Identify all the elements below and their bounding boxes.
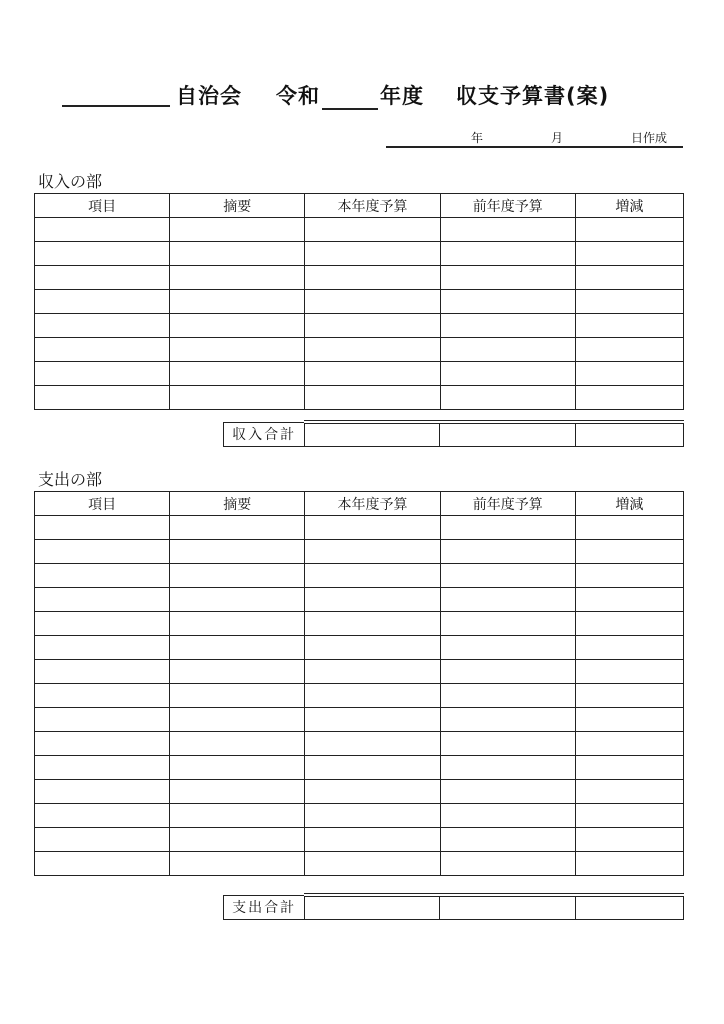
date-year-label: 年	[471, 131, 484, 145]
current-budget-cell[interactable]	[305, 314, 440, 338]
expense-total-difference[interactable]	[575, 895, 683, 920]
income-table-row	[35, 290, 684, 314]
column-header-description: 摘要	[170, 492, 305, 516]
expense-table-row	[35, 564, 684, 588]
current-budget-cell[interactable]	[305, 338, 440, 362]
doc-title: 収支予算書(案)	[456, 84, 610, 108]
difference-cell[interactable]	[575, 290, 683, 314]
previous-budget-cell[interactable]	[440, 732, 575, 756]
item-cell[interactable]	[35, 314, 170, 338]
expense-rows	[35, 516, 684, 876]
description-cell[interactable]	[170, 266, 305, 290]
current-budget-cell[interactable]	[305, 804, 440, 828]
previous-budget-cell[interactable]	[440, 516, 575, 540]
description-cell[interactable]	[170, 516, 305, 540]
expense-total-row	[224, 895, 684, 920]
item-cell[interactable]	[35, 660, 170, 684]
current-budget-cell[interactable]	[305, 588, 440, 612]
fiscal-year-field[interactable]	[322, 82, 378, 110]
current-budget-cell[interactable]	[305, 218, 440, 242]
expense-table-row	[35, 780, 684, 804]
previous-budget-cell[interactable]	[440, 660, 575, 684]
difference-cell[interactable]	[575, 564, 683, 588]
column-header-item: 項目	[35, 492, 170, 516]
income-total-current[interactable]	[305, 422, 440, 447]
current-budget-cell[interactable]	[305, 290, 440, 314]
description-cell[interactable]	[170, 684, 305, 708]
item-cell[interactable]	[35, 588, 170, 612]
expense-table-row	[35, 684, 684, 708]
current-budget-cell[interactable]	[305, 612, 440, 636]
item-cell[interactable]	[35, 362, 170, 386]
expense-total-current[interactable]	[305, 895, 440, 920]
previous-budget-cell[interactable]	[440, 218, 575, 242]
description-cell[interactable]	[170, 290, 305, 314]
previous-budget-cell[interactable]	[440, 708, 575, 732]
difference-cell[interactable]	[575, 852, 683, 876]
income-section-label: 収入の部	[38, 172, 103, 191]
document-title	[62, 80, 609, 110]
income-table-row	[35, 266, 684, 290]
column-header-difference: 増減	[575, 194, 683, 218]
previous-budget-cell[interactable]	[440, 780, 575, 804]
description-cell[interactable]	[170, 540, 305, 564]
description-cell[interactable]	[170, 386, 305, 410]
difference-cell[interactable]	[575, 266, 683, 290]
column-header-item: 項目	[35, 194, 170, 218]
expense-total-previous[interactable]	[440, 895, 575, 920]
description-cell[interactable]	[170, 708, 305, 732]
previous-budget-cell[interactable]	[440, 362, 575, 386]
expense-table-row	[35, 540, 684, 564]
previous-budget-cell[interactable]	[440, 338, 575, 362]
era-label: 令和	[276, 84, 320, 108]
difference-cell[interactable]	[575, 708, 683, 732]
income-table-row	[35, 218, 684, 242]
difference-cell[interactable]	[575, 314, 683, 338]
description-cell[interactable]	[170, 218, 305, 242]
column-header-description: 摘要	[170, 194, 305, 218]
difference-cell[interactable]	[575, 684, 683, 708]
difference-cell[interactable]	[575, 218, 683, 242]
previous-budget-cell[interactable]	[440, 684, 575, 708]
year-suffix: 年度	[380, 84, 424, 108]
item-cell[interactable]	[35, 708, 170, 732]
previous-budget-cell[interactable]	[440, 852, 575, 876]
difference-cell[interactable]	[575, 756, 683, 780]
item-cell[interactable]	[35, 266, 170, 290]
column-header-difference: 増減	[575, 492, 683, 516]
description-cell[interactable]	[170, 636, 305, 660]
previous-budget-cell[interactable]	[440, 314, 575, 338]
description-cell[interactable]	[170, 852, 305, 876]
description-cell[interactable]	[170, 362, 305, 386]
item-cell[interactable]	[35, 732, 170, 756]
previous-budget-cell[interactable]	[440, 804, 575, 828]
income-table-row	[35, 338, 684, 362]
item-cell[interactable]	[35, 290, 170, 314]
current-budget-cell[interactable]	[305, 540, 440, 564]
item-cell[interactable]	[35, 804, 170, 828]
previous-budget-cell[interactable]	[440, 386, 575, 410]
expense-table-row	[35, 612, 684, 636]
expense-table-row	[35, 828, 684, 852]
expense-section-label: 支出の部	[38, 470, 103, 489]
description-cell[interactable]	[170, 828, 305, 852]
current-budget-cell[interactable]	[305, 828, 440, 852]
item-cell[interactable]	[35, 828, 170, 852]
item-cell[interactable]	[35, 516, 170, 540]
description-cell[interactable]	[170, 756, 305, 780]
previous-budget-cell[interactable]	[440, 540, 575, 564]
item-cell[interactable]	[35, 540, 170, 564]
current-budget-cell[interactable]	[305, 636, 440, 660]
current-budget-cell[interactable]	[305, 684, 440, 708]
current-budget-cell[interactable]	[305, 732, 440, 756]
org-suffix: 自治会	[176, 84, 242, 108]
description-cell[interactable]	[170, 588, 305, 612]
expense-table-row	[35, 636, 684, 660]
column-header-previous-budget: 前年度予算	[440, 194, 575, 218]
date-month-label: 月	[551, 131, 564, 145]
current-budget-cell[interactable]	[305, 362, 440, 386]
income-total-label: 収入合計	[224, 422, 305, 447]
previous-budget-cell[interactable]	[440, 756, 575, 780]
expense-table-row	[35, 588, 684, 612]
item-cell[interactable]	[35, 684, 170, 708]
difference-cell[interactable]	[575, 386, 683, 410]
expense-table	[34, 491, 684, 876]
income-table-row	[35, 386, 684, 410]
income-header-row	[35, 194, 684, 218]
description-cell[interactable]	[170, 660, 305, 684]
income-total-table	[223, 420, 684, 447]
difference-cell[interactable]	[575, 780, 683, 804]
difference-cell[interactable]	[575, 540, 683, 564]
column-header-current-budget: 本年度予算	[305, 492, 440, 516]
difference-cell[interactable]	[575, 588, 683, 612]
column-header-current-budget: 本年度予算	[305, 194, 440, 218]
difference-cell[interactable]	[575, 242, 683, 266]
income-total-difference[interactable]	[575, 422, 683, 447]
item-cell[interactable]	[35, 564, 170, 588]
income-total-previous[interactable]	[440, 422, 575, 447]
current-budget-cell[interactable]	[305, 564, 440, 588]
current-budget-cell[interactable]	[305, 386, 440, 410]
previous-budget-cell[interactable]	[440, 828, 575, 852]
income-table-row	[35, 242, 684, 266]
current-budget-cell[interactable]	[305, 708, 440, 732]
current-budget-cell[interactable]	[305, 852, 440, 876]
difference-cell[interactable]	[575, 804, 683, 828]
item-cell[interactable]	[35, 636, 170, 660]
description-cell[interactable]	[170, 732, 305, 756]
expense-total-label: 支出合計	[224, 895, 305, 920]
description-cell[interactable]	[170, 242, 305, 266]
description-cell[interactable]	[170, 780, 305, 804]
previous-budget-cell[interactable]	[440, 242, 575, 266]
income-table	[34, 193, 684, 410]
description-cell[interactable]	[170, 804, 305, 828]
current-budget-cell[interactable]	[305, 266, 440, 290]
item-cell[interactable]	[35, 780, 170, 804]
difference-cell[interactable]	[575, 636, 683, 660]
expense-total-table	[223, 893, 684, 920]
item-cell[interactable]	[35, 218, 170, 242]
description-cell[interactable]	[170, 338, 305, 362]
difference-cell[interactable]	[575, 828, 683, 852]
date-day-created-label: 日作成	[631, 131, 668, 145]
expense-table-row	[35, 708, 684, 732]
previous-budget-cell[interactable]	[440, 612, 575, 636]
expense-table-row	[35, 732, 684, 756]
difference-cell[interactable]	[575, 338, 683, 362]
description-cell[interactable]	[170, 564, 305, 588]
current-budget-cell[interactable]	[305, 242, 440, 266]
previous-budget-cell[interactable]	[440, 266, 575, 290]
item-cell[interactable]	[35, 612, 170, 636]
organization-name-field[interactable]	[62, 79, 170, 107]
current-budget-cell[interactable]	[305, 780, 440, 804]
expense-table-row	[35, 660, 684, 684]
item-cell[interactable]	[35, 852, 170, 876]
current-budget-cell[interactable]	[305, 660, 440, 684]
expense-table-row	[35, 804, 684, 828]
creation-date-line[interactable]	[386, 128, 683, 148]
difference-cell[interactable]	[575, 516, 683, 540]
item-cell[interactable]	[35, 338, 170, 362]
item-cell[interactable]	[35, 756, 170, 780]
previous-budget-cell[interactable]	[440, 290, 575, 314]
item-cell[interactable]	[35, 242, 170, 266]
description-cell[interactable]	[170, 314, 305, 338]
previous-budget-cell[interactable]	[440, 564, 575, 588]
current-budget-cell[interactable]	[305, 756, 440, 780]
income-table-row	[35, 362, 684, 386]
income-total-row	[224, 422, 684, 447]
difference-cell[interactable]	[575, 612, 683, 636]
expense-table-row	[35, 756, 684, 780]
expense-table-row	[35, 852, 684, 876]
column-header-previous-budget: 前年度予算	[440, 492, 575, 516]
difference-cell[interactable]	[575, 660, 683, 684]
previous-budget-cell[interactable]	[440, 588, 575, 612]
current-budget-cell[interactable]	[305, 516, 440, 540]
income-rows	[35, 218, 684, 410]
income-table-row	[35, 314, 684, 338]
previous-budget-cell[interactable]	[440, 636, 575, 660]
difference-cell[interactable]	[575, 732, 683, 756]
expense-table-row	[35, 516, 684, 540]
description-cell[interactable]	[170, 612, 305, 636]
expense-header-row	[35, 492, 684, 516]
item-cell[interactable]	[35, 386, 170, 410]
difference-cell[interactable]	[575, 362, 683, 386]
